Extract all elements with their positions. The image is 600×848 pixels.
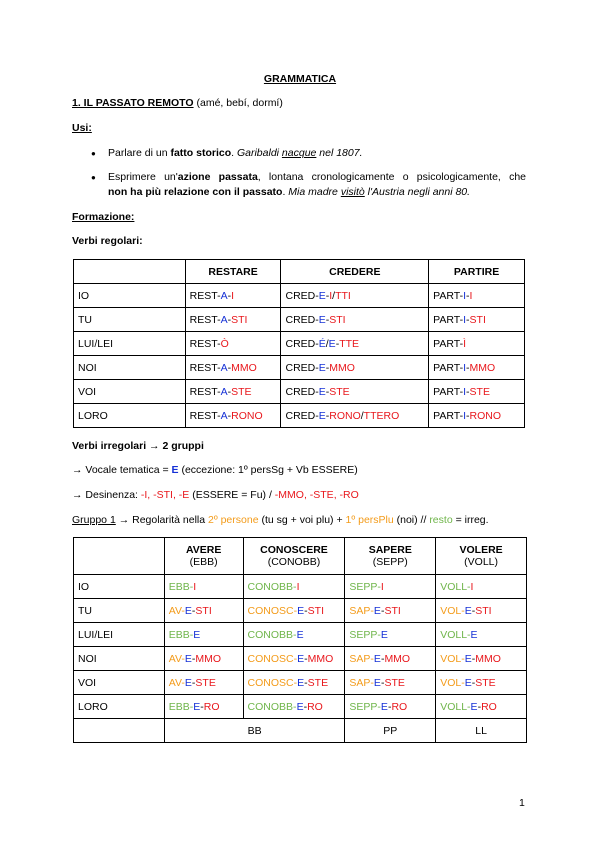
cell-part: STE — [307, 676, 329, 689]
conjugation-cell — [281, 332, 429, 356]
cell-part: AV- — [168, 604, 185, 617]
cell-part: STE — [329, 385, 350, 398]
table-footer-row — [74, 719, 527, 743]
text: (noi) // — [393, 514, 430, 526]
cell-part: REST- — [189, 313, 221, 326]
cell-part: E — [380, 700, 388, 713]
cell-part: STI — [329, 313, 346, 326]
cell-part: EBB- — [168, 628, 194, 641]
cell-part: - — [325, 409, 330, 422]
cell-part: Ò — [220, 337, 229, 350]
cell-part: - — [304, 604, 308, 617]
cell-part: REST- — [189, 385, 221, 398]
footer-cell: LL — [436, 719, 527, 743]
cell-part: RO — [307, 700, 323, 713]
cell-part: - — [466, 313, 470, 326]
conjugation-cell — [436, 623, 527, 647]
conjugation-cell — [185, 332, 281, 356]
cell-part: VOLL- — [440, 628, 471, 641]
verb-stem: (EBB) — [189, 556, 218, 568]
cell-part: - — [227, 409, 232, 422]
table-row — [74, 575, 527, 599]
cell-part: MMO — [329, 361, 355, 374]
table-header: CREDERE — [281, 260, 429, 284]
cell-part: PART- — [433, 361, 464, 374]
table-header: RESTARE — [185, 260, 281, 284]
conjugation-cell — [243, 647, 345, 671]
table-header-row — [74, 538, 527, 575]
verb-name: VOLERE — [459, 544, 503, 556]
text: = irreg. — [452, 514, 489, 526]
cell-part: - — [191, 604, 196, 617]
cell-part: A — [220, 385, 228, 398]
cell-part: I — [463, 385, 467, 398]
cell-part: / — [332, 289, 336, 302]
cell-part: I — [231, 289, 235, 302]
cell-part: - — [380, 652, 385, 665]
text-highlight: resto — [429, 514, 453, 526]
cell-part: - — [387, 700, 392, 713]
cell-part: E — [318, 385, 326, 398]
cell-part: E — [464, 652, 472, 665]
example: Garibaldi — [236, 147, 282, 159]
example: Mia madre — [288, 186, 341, 198]
conjugation-cell — [164, 671, 243, 695]
conjugation-cell — [429, 380, 525, 404]
cell-part: - — [325, 361, 330, 374]
cell-part: E — [470, 628, 478, 641]
cell-part: I — [463, 409, 467, 422]
text-bold: azione passata — [177, 171, 258, 183]
text: , lontana cronologicamente o psicologicamente, che — [257, 171, 526, 183]
cell-part: REST- — [189, 289, 221, 302]
conjugation-cell — [345, 671, 436, 695]
cell-part: REST- — [189, 361, 221, 374]
conjugation-cell — [243, 575, 345, 599]
usi-label: Usi: — [72, 122, 92, 134]
conjugation-cell — [185, 356, 281, 380]
conjugation-cell — [281, 404, 429, 428]
cell-part: TTI — [335, 289, 351, 302]
cell-part: - — [335, 337, 340, 350]
table-row — [74, 599, 527, 623]
bullet-icon: ● — [91, 149, 96, 158]
cell-part: - — [191, 652, 196, 665]
verb-stem: (VOLL) — [464, 556, 499, 568]
cell-part: É — [318, 337, 326, 350]
table-header-empty — [74, 538, 165, 575]
cell-part: AV- — [168, 652, 185, 665]
section-heading-text: 1. IL PASSATO REMOTO — [72, 97, 194, 109]
cell-part: PART- — [433, 289, 464, 302]
cell-part: VOL- — [440, 676, 465, 689]
cell-part: I — [463, 289, 467, 302]
conjugation-cell — [429, 308, 525, 332]
cell-part: E — [470, 700, 478, 713]
table-header — [243, 538, 345, 575]
cell-part: - — [466, 409, 470, 422]
cell-part: STE — [231, 385, 252, 398]
usi-bullet-2-line1 — [108, 171, 526, 183]
cell-part: VOLL- — [440, 700, 471, 713]
table-row — [74, 647, 527, 671]
cell-part: STI — [195, 604, 212, 617]
regular-verbs-table — [73, 259, 525, 428]
cell-part: MMO — [231, 361, 257, 374]
cell-part: CONOBB- — [247, 700, 297, 713]
cell-part: I — [463, 361, 467, 374]
conjugation-cell — [185, 404, 281, 428]
person-cell: LORO — [74, 695, 165, 719]
example: l'Austria negli anni 80. — [364, 186, 471, 198]
conjugation-cell — [185, 284, 281, 308]
cell-part: - — [304, 676, 308, 689]
conjugation-cell — [243, 671, 345, 695]
cell-part: SAP- — [349, 652, 374, 665]
example-verb: nacque — [281, 147, 317, 159]
conjugation-cell — [429, 284, 525, 308]
conjugation-cell — [185, 308, 281, 332]
conjugation-cell — [185, 380, 281, 404]
cell-part: - — [227, 313, 232, 326]
cell-part: VOL- — [440, 604, 465, 617]
cell-part: - — [227, 361, 232, 374]
cell-part: / — [325, 337, 329, 350]
cell-part: PART- — [433, 337, 464, 350]
cell-part: EBB- — [168, 700, 194, 713]
cell-part: RO — [391, 700, 408, 713]
regolari-label: Verbi regolari: — [72, 235, 143, 247]
cell-part: CRED- — [285, 409, 319, 422]
cell-part: MMO — [307, 652, 334, 665]
conjugation-cell — [164, 623, 243, 647]
conjugation-cell — [429, 404, 525, 428]
conjugation-cell — [345, 647, 436, 671]
table-header-empty — [74, 260, 186, 284]
cell-part: MMO — [195, 652, 222, 665]
cell-part: - — [304, 652, 308, 665]
cell-part: E — [184, 604, 192, 617]
cell-part: - — [227, 385, 232, 398]
cell-part: E — [193, 628, 201, 641]
cell-part: A — [220, 313, 228, 326]
cell-part: I — [380, 580, 384, 593]
table-row — [74, 695, 527, 719]
irregular-verbs-table — [73, 537, 527, 743]
cell-part: RO — [481, 700, 497, 713]
person-cell: VOI — [74, 380, 186, 404]
bullet-icon: ● — [91, 173, 96, 182]
person-cell: NOI — [74, 356, 186, 380]
conjugation-cell — [429, 356, 525, 380]
person-cell: NOI — [74, 647, 165, 671]
text-highlight: 1º persPlu — [345, 514, 394, 526]
cell-part: - — [380, 676, 385, 689]
cell-part: E — [193, 700, 201, 713]
table-header — [164, 538, 243, 575]
cell-part: PART- — [433, 313, 464, 326]
table-header: PARTIRE — [429, 260, 525, 284]
cell-part: CRED- — [285, 313, 319, 326]
conjugation-cell — [243, 623, 345, 647]
cell-part: STI — [469, 313, 486, 326]
verb-stem: (CONOBB) — [267, 556, 321, 568]
cell-part: - — [303, 700, 308, 713]
conjugation-cell — [243, 599, 345, 623]
cell-part: VOLL- — [440, 580, 471, 593]
verb-name: SAPERE — [368, 544, 412, 556]
cell-part: E — [297, 652, 305, 665]
cell-part: MMO — [475, 652, 501, 665]
cell-part: E — [464, 676, 472, 689]
conjugation-cell — [281, 380, 429, 404]
person-cell: LUI/LEI — [74, 332, 186, 356]
cell-part: E — [373, 604, 381, 617]
person-cell: IO — [74, 284, 186, 308]
cell-part: TTE — [339, 337, 360, 350]
cell-part: E — [380, 628, 388, 641]
cell-part: CONOSC- — [247, 652, 298, 665]
gruppo-line — [72, 514, 489, 526]
cell-part: SEPP- — [349, 628, 381, 641]
text: . — [282, 186, 289, 198]
text: Parlare di un — [108, 147, 171, 159]
formazione-label: Formazione: — [72, 211, 135, 223]
text: (ESSERE = Fu) / — [189, 489, 275, 501]
cell-part: SAP- — [349, 676, 374, 689]
conjugation-cell — [164, 599, 243, 623]
example: nel 1807. — [316, 147, 363, 159]
cell-part: E — [318, 409, 326, 422]
text: → Desinenza: — [72, 489, 141, 501]
table-row — [74, 332, 525, 356]
person-cell: LORO — [74, 404, 186, 428]
conjugation-cell — [429, 332, 525, 356]
cell-part: A — [220, 409, 228, 422]
cell-part: A — [220, 361, 228, 374]
cell-part: - — [200, 700, 204, 713]
person-cell: IO — [74, 575, 165, 599]
desinenza-line — [72, 489, 359, 501]
cell-part: STE — [469, 385, 490, 398]
cell-part: I — [470, 580, 474, 593]
cell-part: STI — [475, 604, 492, 617]
cell-part: Ì — [463, 337, 467, 350]
cell-part: STE — [384, 676, 405, 689]
cell-part: E — [328, 337, 336, 350]
conjugation-cell — [436, 671, 527, 695]
cell-part: E — [297, 676, 305, 689]
cell-part: CRED- — [285, 337, 319, 350]
cell-part: REST- — [189, 409, 221, 422]
cell-part: SEPP- — [349, 700, 381, 713]
cell-part: E — [184, 652, 192, 665]
cell-part: MMO — [469, 361, 496, 374]
cell-part: - — [466, 385, 470, 398]
cell-part: - — [325, 313, 330, 326]
conjugation-cell — [281, 356, 429, 380]
cell-part: E — [184, 676, 192, 689]
cell-part: - — [471, 652, 476, 665]
table-row — [74, 308, 525, 332]
text: Esprimere un' — [108, 171, 178, 183]
cell-part: RONO — [231, 409, 263, 422]
cell-part: - — [466, 361, 470, 374]
table-row — [74, 404, 525, 428]
cell-part: AV- — [168, 676, 185, 689]
irregolari-label: Verbi irregolari → 2 gruppi — [72, 440, 204, 452]
cell-part: E — [296, 628, 304, 641]
cell-part: - — [227, 289, 232, 302]
footer-cell: BB — [164, 719, 345, 743]
cell-part: - — [325, 385, 330, 398]
conjugation-cell — [436, 647, 527, 671]
cell-part: STI — [307, 604, 324, 617]
cell-part: - — [477, 700, 482, 713]
cell-part: I — [469, 289, 473, 302]
conjugation-cell — [281, 284, 429, 308]
section-heading — [72, 97, 283, 109]
cell-part: MMO — [384, 652, 411, 665]
page-number: 1 — [519, 797, 525, 809]
cell-part: E — [373, 676, 381, 689]
table-row — [74, 356, 525, 380]
cell-part: CONOSC- — [247, 676, 298, 689]
example-verb: visitò — [340, 186, 365, 198]
cell-part: RO — [203, 700, 220, 713]
cell-part: E — [296, 700, 304, 713]
conjugation-cell — [164, 575, 243, 599]
conjugation-cell — [164, 647, 243, 671]
conjugation-cell — [243, 695, 345, 719]
table-header-row — [74, 260, 525, 284]
cell-part: CRED- — [285, 361, 319, 374]
cell-part: PART- — [433, 409, 464, 422]
cell-part: E — [464, 604, 472, 617]
text: . — [231, 147, 237, 159]
text-ending: -I, -STI, -E — [140, 489, 190, 501]
text: → Vocale tematica = — [72, 464, 172, 476]
person-cell: TU — [74, 599, 165, 623]
table-row — [74, 380, 525, 404]
person-cell: LUI/LEI — [74, 623, 165, 647]
cell-part: TTERO — [363, 409, 400, 422]
usi-bullet-1 — [108, 147, 363, 159]
conjugation-cell — [345, 695, 436, 719]
cell-part: A — [220, 289, 228, 302]
conjugation-cell — [345, 623, 436, 647]
cell-part: CRED- — [285, 289, 319, 302]
cell-part: I — [463, 313, 467, 326]
cell-part: STI — [231, 313, 248, 326]
conjugation-cell — [164, 695, 243, 719]
cell-part: - — [471, 676, 476, 689]
section-heading-note: (amé, bebí, dormí) — [196, 97, 283, 109]
table-header — [345, 538, 436, 575]
cell-part: REST- — [189, 337, 221, 350]
cell-part: CONOBB- — [247, 580, 297, 593]
cell-part: STE — [195, 676, 216, 689]
table-cell-empty — [74, 719, 165, 743]
cell-part: / — [360, 409, 364, 422]
cell-part: STI — [384, 604, 401, 617]
usi-bullet-2-line2 — [108, 186, 470, 198]
cell-part: STE — [475, 676, 496, 689]
cell-part: - — [191, 676, 196, 689]
cell-part: CONOSC- — [247, 604, 298, 617]
cell-part: - — [380, 604, 385, 617]
text-bold: non ha più relazione con il passato — [108, 186, 283, 198]
text-bold: fatto storico — [170, 147, 232, 159]
text-group: Gruppo 1 — [72, 514, 116, 526]
cell-part: I — [296, 580, 300, 593]
person-cell: TU — [74, 308, 186, 332]
cell-part: RONO — [329, 409, 361, 422]
cell-part: RONO — [469, 409, 502, 422]
cell-part: - — [325, 289, 330, 302]
conjugation-cell — [436, 575, 527, 599]
verb-stem: (SEPP) — [372, 556, 408, 568]
cell-part: E — [318, 313, 326, 326]
table-row — [74, 284, 525, 308]
conjugation-cell — [345, 599, 436, 623]
cell-part: - — [466, 289, 470, 302]
cell-part: CRED- — [285, 385, 319, 398]
conjugation-cell — [345, 575, 436, 599]
verb-name: CONOSCERE — [260, 544, 328, 556]
person-cell: VOI — [74, 671, 165, 695]
cell-part: SAP- — [349, 604, 374, 617]
text: → Regolarità nella — [115, 514, 208, 526]
table-header — [436, 538, 527, 575]
cell-part: PART- — [433, 385, 464, 398]
conjugation-cell — [436, 599, 527, 623]
vocale-tematica-line — [72, 464, 358, 476]
cell-part: I — [193, 580, 197, 593]
cell-part: - — [471, 604, 476, 617]
cell-part: CONOBB- — [247, 628, 297, 641]
text: (tu sg + voi plu) + — [258, 514, 346, 526]
cell-part: E — [318, 289, 326, 302]
text: (eccezione: 1º persSg + Vb ESSERE) — [178, 464, 358, 476]
conjugation-cell — [281, 308, 429, 332]
page-title: GRAMMATICA — [263, 73, 337, 85]
table-row — [74, 623, 527, 647]
cell-part: SEPP- — [349, 580, 381, 593]
cell-part: I — [329, 289, 333, 302]
cell-part: E — [373, 652, 381, 665]
text-vowel: E — [171, 464, 179, 476]
cell-part: VOL- — [440, 652, 465, 665]
text-ending: -MMO, -STE, -RO — [274, 489, 359, 501]
text-highlight: 2º persone — [208, 514, 259, 526]
conjugation-cell — [436, 695, 527, 719]
cell-part: E — [318, 361, 326, 374]
footer-cell: PP — [345, 719, 436, 743]
cell-part: E — [297, 604, 305, 617]
cell-part: EBB- — [168, 580, 194, 593]
table-row — [74, 671, 527, 695]
verb-name: AVERE — [185, 544, 222, 556]
